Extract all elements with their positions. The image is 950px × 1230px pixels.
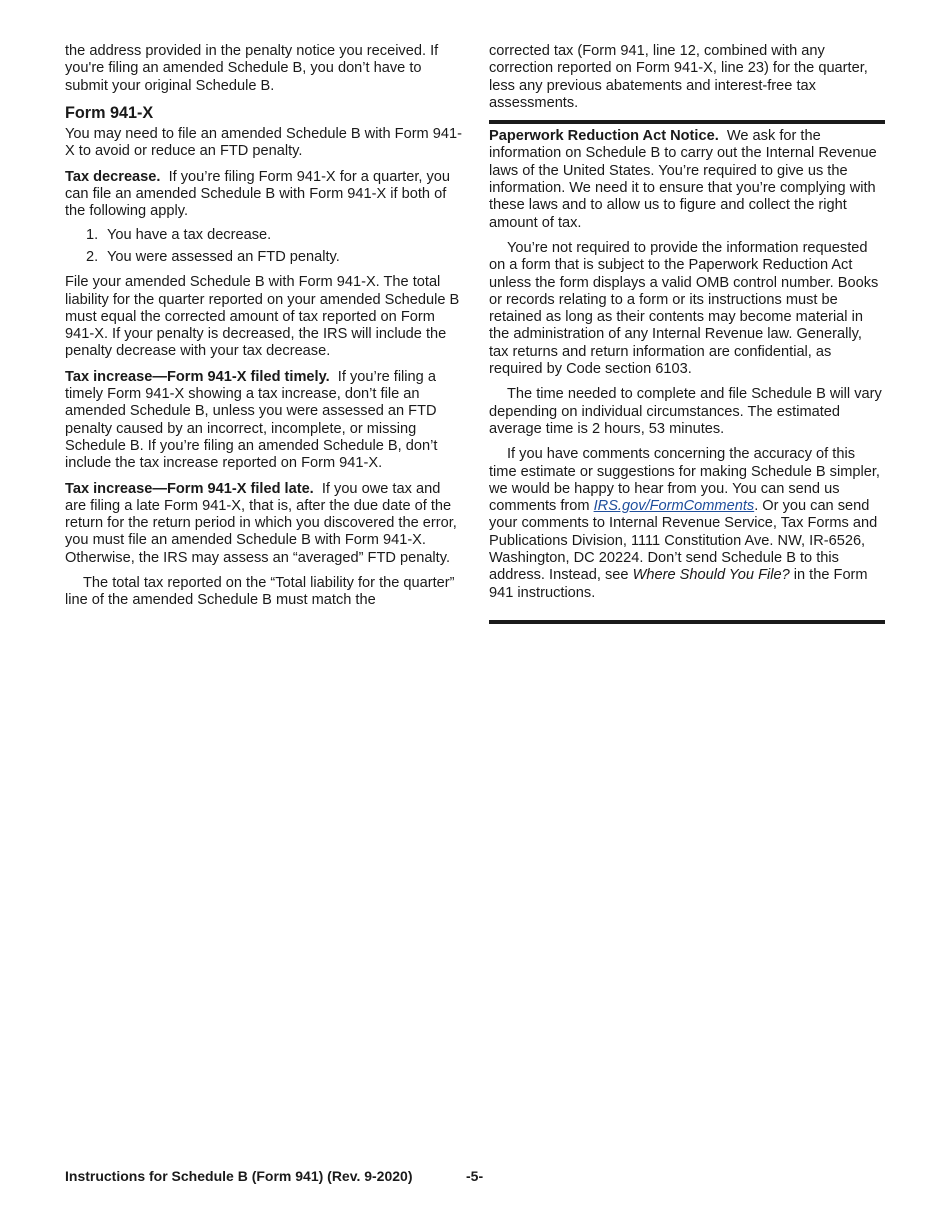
list-item-number: 2. bbox=[86, 248, 99, 265]
left-column bbox=[65, 43, 465, 610]
comments-tail: in the Form 941 instructions. bbox=[489, 567, 868, 601]
list-item-number: 1. bbox=[86, 226, 99, 243]
comments-paragraph bbox=[489, 446, 885, 602]
total-tax-paragraph: The total tax reported on the “Total liability for the quarter” line of the amended Schedule B must match the bbox=[65, 575, 455, 609]
tax-decrease-body: If you’re filing Form 941-X for a quarter, you can file an amended Schedule B with Form 941-X if both of the following apply. bbox=[65, 168, 451, 220]
condition-list bbox=[65, 227, 465, 267]
right-column bbox=[489, 43, 885, 624]
time-needed-paragraph: The time needed to complete and file Schedule B will vary depending on individual circumstances. The estimated average time is 2 hours, 53 minutes. bbox=[489, 386, 882, 437]
paperwork-body: We ask for the information on Schedule B to carry out the Internal Revenue laws of the United States. You’re required to give us the information. We need it to ensure that you’re complying with these laws and to allow us to figure and collect the right amount of tax. bbox=[489, 128, 877, 231]
not-required-paragraph: You’re not required to provide the information requested on a form that is subject to the Paperwork Reduction Act unless the form displays a valid OMB control number. Books or records relating to a form or its instructions must be retained as long as their contents may become material in the administration of any Internal Revenue law. Generally, tax returns and return information are confidential, as required by Code section 6103. bbox=[489, 239, 879, 378]
where-to-file-reference: Where Should You File? bbox=[632, 567, 790, 584]
timely-paragraph bbox=[65, 369, 465, 473]
list-item bbox=[65, 249, 465, 266]
form-941x-intro: You may need to file an amended Schedule B with Form 941-X to avoid or reduce an FTD penalty. bbox=[65, 126, 462, 160]
list-item-text: You were assessed an FTD penalty. bbox=[107, 248, 340, 265]
intro-paragraph: the address provided in the penalty notice you received. If you're filing an amended Schedule B, you don’t have to submit your original Schedule B. bbox=[65, 43, 439, 94]
form-941x-heading: Form 941-X bbox=[65, 103, 154, 122]
comments-text-before: If you have comments concerning the accuracy of this time estimate or suggestions for making Schedule B simpler, we would be happy to hear from you. You can send us comments from bbox=[489, 446, 880, 515]
late-body: If you owe tax and are filing a late Form 941-X, that is, after the due date of the return for the return period in which you discovered the error, you must file an amended Schedule B with Form 941-X. Otherwise, the IRS may assess an “averaged” FTD penalty. bbox=[65, 480, 457, 566]
form-comments-link[interactable]: IRS.gov/FormComments bbox=[593, 498, 755, 515]
page-number: -5- bbox=[466, 1168, 484, 1184]
tax-decrease-title: Tax decrease. bbox=[65, 168, 161, 185]
late-title: Tax increase—Form 941-X filed late. bbox=[65, 480, 314, 497]
paperwork-paragraph bbox=[489, 128, 885, 232]
timely-body: If you’re filing a timely Form 941-X showing a tax increase, don’t file an amended Schedule B, unless you were assessed an FTD penalty caused by an incorrect, incomplete, or missing Schedule B. If you’re filing an amended Schedule B, don’t include the tax increase reported on Form 941-X. bbox=[65, 368, 438, 472]
paperwork-title: Paperwork Reduction Act Notice. bbox=[489, 128, 719, 145]
late-paragraph bbox=[65, 481, 465, 567]
tax-decrease-paragraph bbox=[65, 169, 465, 221]
list-item bbox=[65, 227, 465, 244]
section-divider-bottom bbox=[489, 620, 885, 624]
comments-text-after: . Or you can send your comments to Internal Revenue Service, Tax Forms and Publications Division, 1111 Constitution Ave. NW, IR-6526, Washington, DC 20224. Don’t send Schedule B to this address. Instead, see bbox=[489, 498, 878, 584]
continuation-paragraph: corrected tax (Form 941, line 12, combined with any correction reported on Form 941-X, line 23) for the quarter, less any previous abatements and interest-free tax assessments. bbox=[489, 43, 868, 111]
timely-title: Tax increase—Form 941-X filed timely. bbox=[65, 368, 330, 385]
tax-decrease-followup: File your amended Schedule B with Form 941-X. The total liability for the quarter reported on your amended Schedule B must equal the corrected amount of tax reported on Form 941-X. If your penalty is decreased, the IRS will include the penalty decrease with your tax decrease. bbox=[65, 274, 460, 360]
section-divider-top bbox=[489, 120, 885, 124]
list-item-text: You have a tax decrease. bbox=[107, 226, 272, 243]
footer-title: Instructions for Schedule B (Form 941) (Rev. 9-2020) bbox=[65, 1168, 413, 1184]
